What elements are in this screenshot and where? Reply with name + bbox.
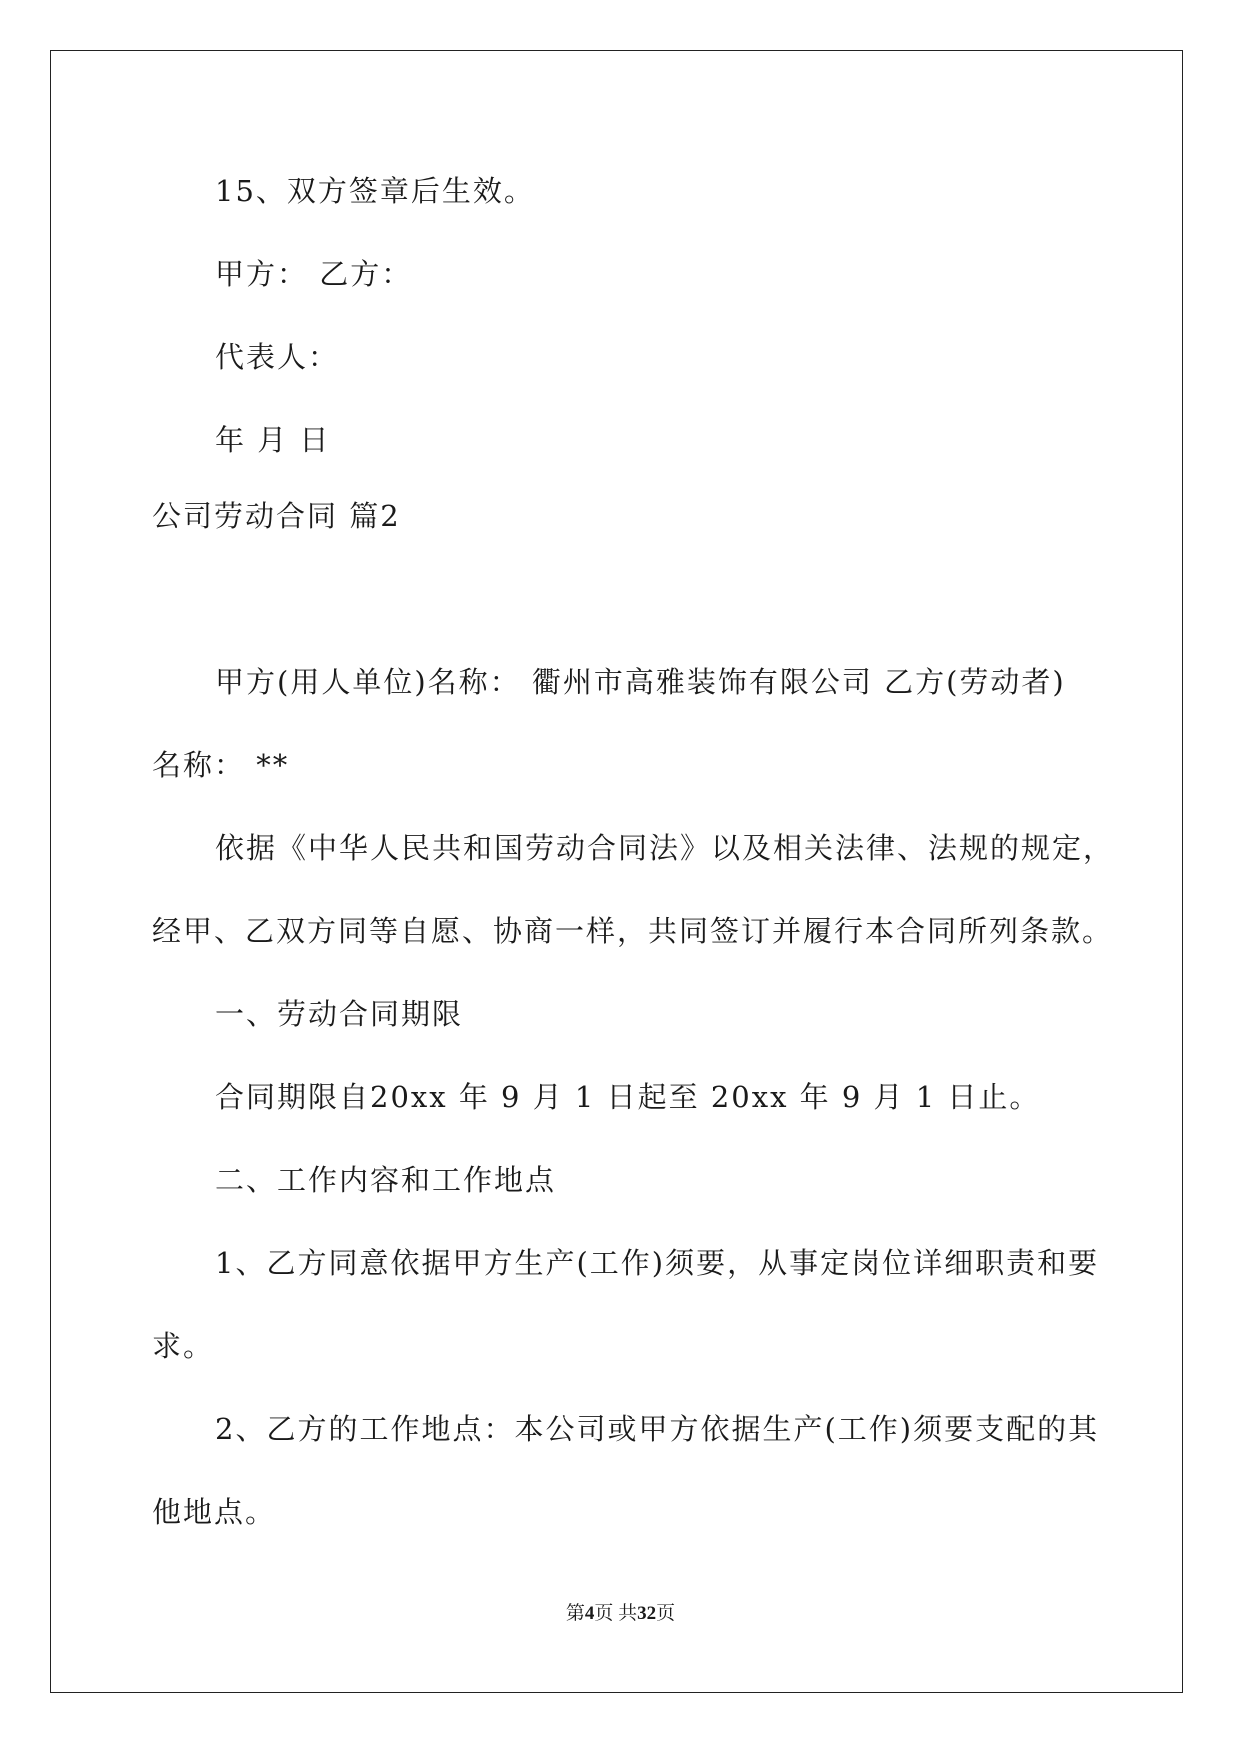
footer-prefix: 第	[565, 1603, 585, 1624]
footer-page-number: 4	[584, 1603, 595, 1624]
signature-parties: 甲方： 乙方：	[215, 257, 413, 291]
preamble-line-1: 依据《中华人民共和国劳动合同法》以及相关法律、法规的规定，	[215, 831, 1115, 865]
page-footer	[0, 1602, 1241, 1626]
heading-work-content: 二、工作内容和工作地点	[215, 1163, 557, 1197]
footer-mid: 页 共	[594, 1603, 638, 1624]
date-line: 年 月 日	[215, 423, 331, 457]
work-location-line-2: 他地点。	[152, 1495, 277, 1529]
footer-suffix: 页	[656, 1603, 676, 1624]
footer-total-pages: 32	[637, 1603, 657, 1624]
work-content-line-2: 求。	[152, 1329, 215, 1363]
representative-label: 代表人：	[215, 340, 340, 374]
preamble-line-2: 经甲、乙双方同等自愿、协商一样，共同签订并履行本合同所列条款。	[152, 914, 1114, 948]
section-heading: 公司劳动合同 篇2	[152, 499, 401, 533]
work-content-line-1: 1、乙方同意依据甲方生产(工作)须要，从事定岗位详细职责和要	[215, 1246, 1100, 1280]
party-b-name-line: 名称： **	[152, 748, 290, 782]
party-a-name-line: 甲方(用人单位)名称： 衢州市高雅装饰有限公司 乙方(劳动者)	[215, 665, 1066, 699]
heading-contract-term: 一、劳动合同期限	[215, 997, 464, 1031]
contract-term-text: 合同期限自20xx 年 9 月 1 日起至 20xx 年 9 月 1 日止。	[215, 1080, 1041, 1114]
work-location-line-1: 2、乙方的工作地点：本公司或甲方依据生产(工作)须要支配的其	[215, 1412, 1100, 1446]
clause-15: 15、双方签章后生效。	[215, 174, 535, 208]
